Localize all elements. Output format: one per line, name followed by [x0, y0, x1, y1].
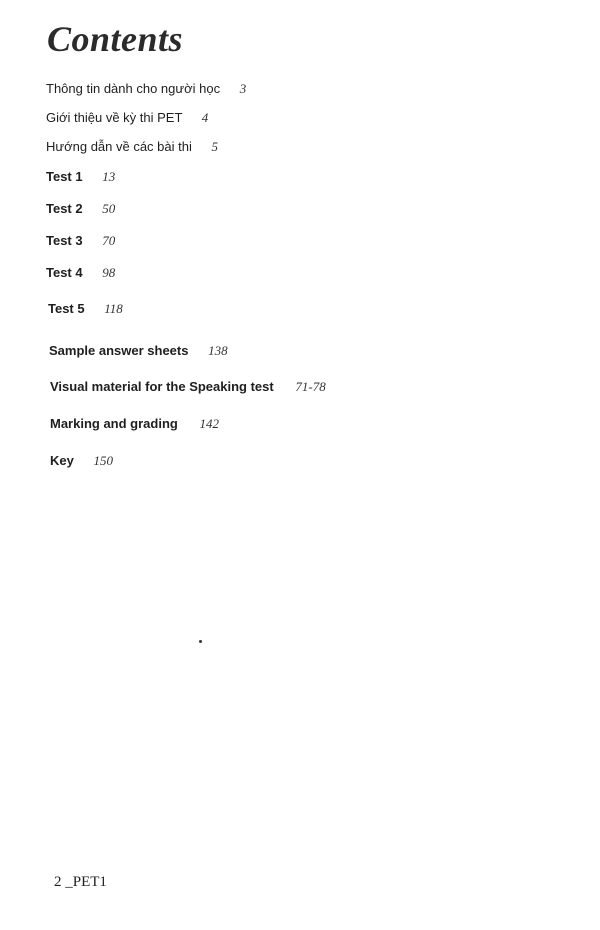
toc-entry-page: 118: [104, 301, 123, 316]
toc-entry: [46, 139, 218, 155]
toc-entry-label: Test 2: [46, 201, 83, 216]
toc-entry-label: Test 3: [46, 233, 83, 248]
toc-entry: [48, 301, 123, 317]
toc-entry: [50, 416, 219, 432]
page-footer: 2 _PET1: [54, 874, 107, 890]
toc-entry: [46, 110, 208, 126]
toc-entry-label: Key: [50, 453, 74, 468]
toc-entry: [46, 265, 115, 281]
toc-entry-label: Test 1: [46, 169, 83, 184]
toc-entry-label: Marking and grading: [50, 416, 178, 431]
toc-entry-page: 13: [102, 169, 116, 184]
toc-entry-page: 150: [93, 453, 113, 468]
toc-entry: [49, 343, 228, 359]
toc-entry-page: 70: [102, 233, 116, 248]
toc-entry: [46, 169, 115, 185]
toc-entry: [46, 233, 115, 249]
toc-entry-label: Test 4: [46, 265, 83, 280]
toc-entry-label: Giới thiệu về kỳ thi PET: [46, 110, 183, 125]
toc-entry-page: 138: [208, 343, 228, 358]
toc-entry-label: Visual material for the Speaking test: [50, 379, 274, 394]
toc-entry: [46, 81, 246, 97]
toc-entry-page: 5: [211, 139, 218, 154]
ink-speck: [199, 640, 202, 643]
toc-entry-label: Sample answer sheets: [49, 343, 189, 358]
toc-entry-label: Hướng dẫn về các bài thi: [46, 139, 192, 154]
toc-entry-page: 71-78: [295, 379, 326, 394]
toc-entry-page: 98: [102, 265, 116, 280]
toc-entry: [50, 453, 113, 469]
toc-entry-page: 4: [201, 110, 209, 125]
toc-entry-label: Test 5: [48, 301, 85, 316]
page-title: Contents: [47, 19, 184, 59]
toc-entry: [46, 201, 115, 217]
toc-entry: [50, 379, 326, 395]
toc-entry-page: 50: [102, 201, 116, 216]
toc-entry-label: Thông tin dành cho người học: [46, 81, 221, 96]
toc-entry-page: 142: [199, 416, 219, 431]
toc-entry-page: 3: [239, 81, 247, 96]
